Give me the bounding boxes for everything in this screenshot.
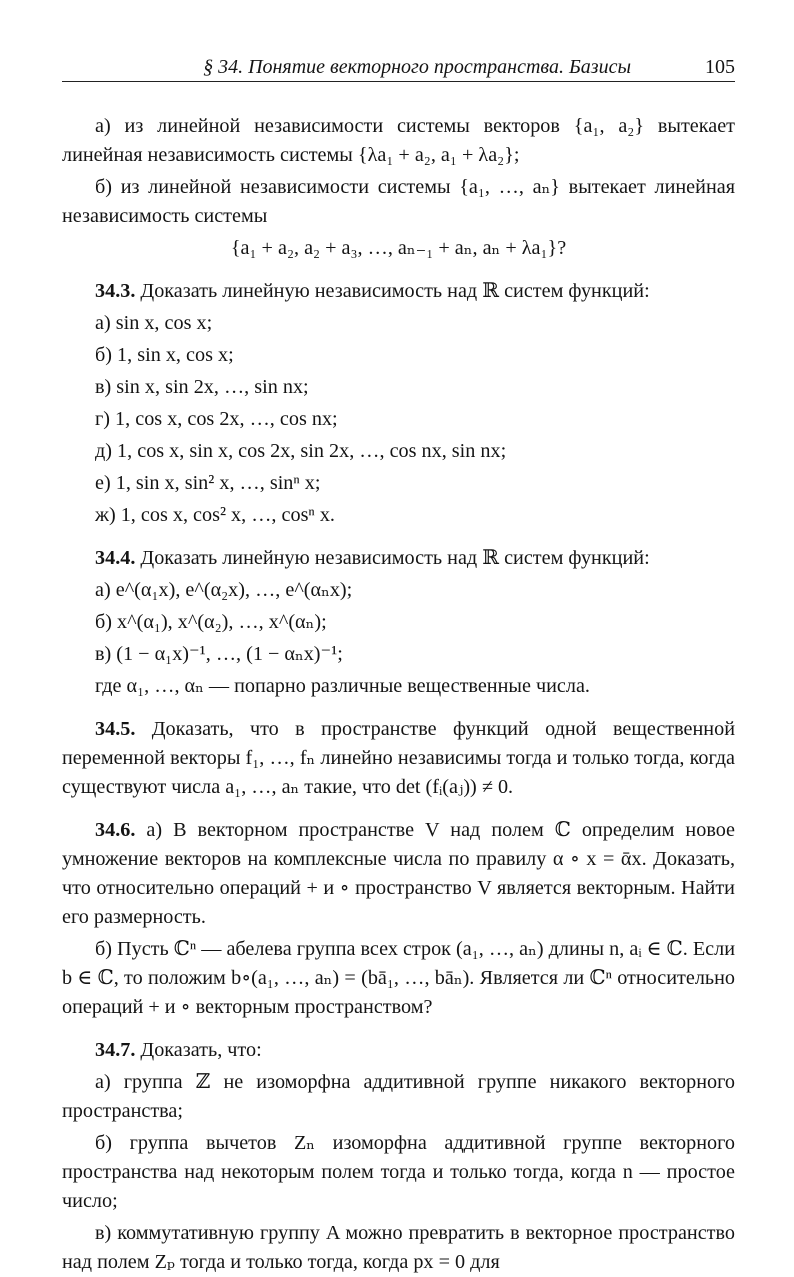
list-item: б) x^(α₁), x^(α₂), …, x^(αₙ); — [95, 611, 327, 633]
list-item: г) 1, cos x, cos 2x, …, cos nx; — [95, 408, 338, 430]
problem-number: 34.3. — [95, 280, 136, 302]
page-body — [62, 112, 735, 1277]
list-item: а) e^(α₁x), e^(α₂x), …, e^(αₙx); — [95, 579, 353, 601]
page-number: 105 — [705, 56, 735, 78]
list-item: е) 1, sin x, sin² x, …, sinⁿ x; — [95, 472, 321, 494]
problem-number: 34.4. — [95, 547, 136, 569]
problem-number: 34.5. — [95, 718, 136, 740]
list-item: где α₁, …, αₙ — попарно различные вещественные числа. — [95, 675, 590, 697]
problem-number: 34.7. — [95, 1039, 136, 1061]
list-item: б) 1, sin x, cos x; — [95, 344, 234, 366]
running-header — [62, 54, 735, 82]
problem-statement: Доказать линейную независимость над ℝ систем функций: — [140, 280, 650, 302]
list-item: в) sin x, sin 2x, …, sin nx; — [95, 376, 309, 398]
list-item: б) группа вычетов Zₙ изоморфна аддитивной группе векторного пространства над некоторым полем тогда и только тогда, когда n — простое число; — [62, 1132, 735, 1212]
list-item: д) 1, cos x, sin x, cos 2x, sin 2x, …, cos nx, sin nx; — [95, 440, 507, 462]
problem-34-7 — [62, 1036, 735, 1065]
problem-part-b: б) Пусть ℂⁿ — абелева группа всех строк (a₁, …, aₙ) длины n, aᵢ ∈ ℂ. Если b ∈ ℂ, то положим b∘(a₁, …, aₙ) = (bā₁, …, bāₙ). Является ли ℂⁿ относительно операций + и ∘ векторным пространством? — [62, 938, 735, 1018]
paragraph-a1: а) из линейной независимости системы векторов {a₁, a₂} вытекает линейная независимость системы {λa₁ + a₂, a₁ + λa₂}; — [62, 115, 735, 166]
problem-34-6 — [62, 816, 735, 932]
problem-number: 34.6. — [95, 819, 136, 841]
problem-part-a: а) В векторном пространстве V над полем ℂ определим новое умножение векторов на комплексные числа по правилу α ∘ x = ᾱx. Доказать, что относительно операций + и ∘ пространство V является векторным. Найти его размерность. — [62, 819, 736, 928]
list-item: ж) 1, cos x, cos² x, …, cosⁿ x. — [95, 504, 335, 526]
problem-34-4 — [62, 544, 735, 573]
list-item: а) группа ℤ не изоморфна аддитивной группе никакого векторного пространства; — [62, 1071, 735, 1122]
problem-statement: Доказать, что: — [140, 1039, 262, 1061]
list-item: в) коммутативную группу A можно превратить в векторное пространство над полем Zₚ тогда и только тогда, когда px = 0 для — [62, 1222, 735, 1273]
problem-statement: Доказать, что в пространстве функций одной вещественной переменной векторы f₁, …, fₙ линейно независимы тогда и только тогда, когда существуют числа a₁, …, aₙ такие, что det (fᵢ(aⱼ)) ≠ 0. — [62, 718, 735, 798]
problem-34-3 — [62, 277, 735, 306]
list-item: в) (1 − α₁x)⁻¹, …, (1 − αₙx)⁻¹; — [95, 643, 343, 665]
problem-statement: Доказать линейную независимость над ℝ систем функций: — [140, 547, 650, 569]
list-item: а) sin x, cos x; — [95, 312, 213, 334]
paragraph-b1: б) из линейной независимости системы {a₁, …, aₙ} вытекает линейная независимость системы — [62, 176, 735, 227]
running-title: § 34. Понятие векторного пространства. Базисы — [203, 56, 631, 78]
display-formula: {a₁ + a₂, a₂ + a₃, …, aₙ₋₁ + aₙ, aₙ + λa₁}? — [230, 237, 567, 259]
problem-34-5 — [62, 715, 735, 802]
